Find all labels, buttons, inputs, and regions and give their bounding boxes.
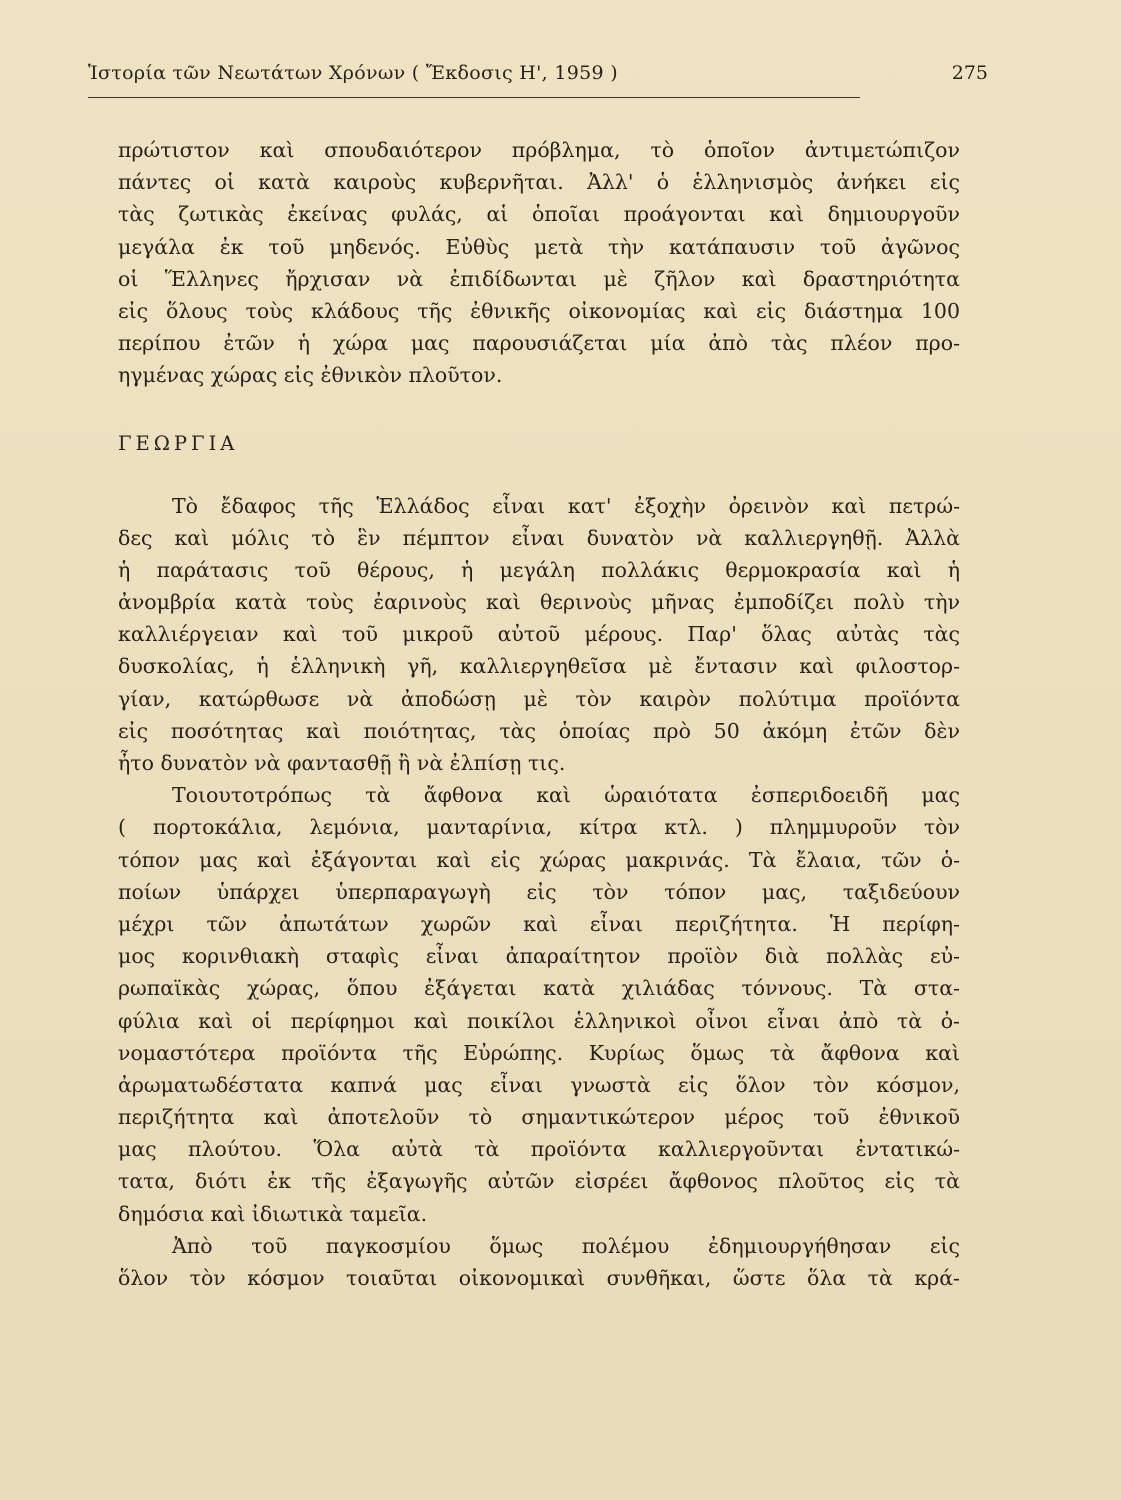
text-line: μέχρι τῶν ἀπωτάτων χωρῶν καὶ εἶναι περιζήτητα. Ἡ περίφη- (118, 911, 960, 936)
running-title: Ἱστορία τῶν Νεωτάτων Χρόνων ( Ἔκδοσις Η', 1959 ) (88, 62, 618, 84)
header-rule (88, 97, 860, 98)
text-line: γίαν, κατώρθωσε νὰ ἀποδώσῃ μὲ τὸν καιρὸν πολύτιμα προϊόντα (118, 686, 960, 711)
body-text (118, 134, 960, 1294)
running-head (88, 62, 988, 96)
paragraph-1 (118, 134, 960, 392)
text-line: ρωπαϊκὰς χώρας, ὅπου ἐξάγεται κατὰ χιλιάδας τόννους. Τὰ στα- (118, 976, 960, 1001)
text-line: πάντες οἱ κατὰ καιροὺς κυβερνῆται. Ἀλλ' ὁ ἑλληνισμὸς ἀνήκει εἰς (118, 170, 960, 195)
text-line: εἰς ὅλους τοὺς κλάδους τῆς ἐθνικῆς οἰκονομίας καὶ εἰς διάστημα 100 (118, 298, 960, 323)
text-line: φύλια καὶ οἱ περίφημοι καὶ ποικίλοι ἑλληνικοὶ οἶνοι εἶναι ἀπὸ τὰ ὀ- (118, 1008, 960, 1033)
text-line: νομαστότερα προϊόντα τῆς Εὐρώπης. Κυρίως ὅμως τὰ ἄφθονα καὶ (118, 1040, 960, 1065)
text-line: ὅλον τὸν κόσμον τοιαῦται οἰκονομικαὶ συνθῆκαι, ὥστε ὅλα τὰ κρά- (118, 1266, 960, 1290)
text-line: τὰς ζωτικὰς ἐκείνας φυλάς, αἱ ὁποῖαι προάγονται καὶ δημιουργοῦν (118, 202, 960, 227)
text-line: οἱ Ἕλληνες ἤρχισαν νὰ ἐπιδίδωνται μὲ ζῆλον καὶ δραστηριότητα (118, 266, 960, 291)
text-line: ἀρωματωδέστατα καπνά μας εἶναι γνωστὰ εἰς ὅλον τὸν κόσμον, (118, 1072, 960, 1097)
text-line: περιζήτητα καὶ ἀποτελοῦν τὸ σημαντικώτερον μέρος τοῦ ἐθνικοῦ (118, 1105, 960, 1130)
text-line: μας πλούτου. Ὅλα αὐτὰ τὰ προϊόντα καλλιεργοῦνται ἐντατικώ- (118, 1137, 960, 1162)
text-line: ηγμένας χώρας εἰς ἐθνικὸν πλοῦτον. (118, 363, 503, 388)
text-line: ἦτο δυνατὸν νὰ φαντασθῇ ἢ νὰ ἐλπίσῃ τις. (118, 751, 566, 775)
text-line: Ἀπὸ τοῦ παγκοσμίου ὅμως πολέμου ἐδημιουργήθησαν εἰς (172, 1233, 960, 1258)
text-line: καλλιέργειαν καὶ τοῦ μικροῦ αὐτοῦ μέρους. Παρ' ὅλας αὐτὰς τὰς (118, 622, 960, 647)
text-line: ποίων ὑπάρχει ὑπερπαραγωγὴ εἰς τὸν τόπον μας, ταξιδεύουν (118, 879, 960, 904)
page-number: 275 (951, 62, 988, 84)
section-heading: ΓΕΩΡΓΙΑ (118, 431, 239, 455)
text-line: ( πορτοκάλια, λεμόνια, μανταρίνια, κίτρα κτλ. ) πλημμυροῦν τὸν (118, 815, 960, 840)
text-line: δυσκολίας, ἡ ἑλληνικὴ γῆ, καλλιεργηθεῖσα μὲ ἔντασιν καὶ φιλοστορ- (118, 654, 960, 679)
text-line: ἀνομβρία κατὰ τοὺς ἐαρινοὺς καὶ θερινοὺς μῆνας ἐμποδίζει πολὺ τὴν (118, 590, 960, 615)
text-line: Τοιουτοτρόπως τὰ ἄφθονα καὶ ὡραιότατα ἐσπεριδοειδῆ μας (172, 783, 960, 808)
paragraph-4 (118, 1230, 960, 1294)
text-line: εἰς ποσότητας καὶ ποιότητας, τὰς ὁποίας πρὸ 50 ἀκόμη ἐτῶν δὲν (118, 718, 960, 743)
text-line: Τὸ ἔδαφος τῆς Ἑλλάδος εἶναι κατ' ἐξοχὴν ὀρεινὸν καὶ πετρώ- (172, 493, 960, 518)
text-line: τατα, διότι ἐκ τῆς ἐξαγωγῆς αὐτῶν εἰσρέει ἄφθονος πλοῦτος εἰς τὰ (118, 1169, 960, 1194)
text-line: περίπου ἐτῶν ἡ χώρα μας παρουσιάζεται μία ἀπὸ τὰς πλέον προ- (118, 331, 960, 356)
text-line: δες καὶ μόλις τὸ ἓν πέμπτον εἶναι δυνατὸν νὰ καλλιεργηθῇ. Ἀλλὰ (118, 525, 960, 550)
text-line: μος κορινθιακὴ σταφὶς εἶναι ἀπαραίτητον προϊὸν διὰ πολλὰς εὐ- (118, 944, 960, 969)
text-line: μεγάλα ἐκ τοῦ μηδενός. Εὐθὺς μετὰ τὴν κατάπαυσιν τοῦ ἀγῶνος (118, 234, 960, 259)
paragraph-3 (118, 779, 960, 1230)
paragraph-2 (118, 490, 960, 780)
text-line: τόπον μας καὶ ἐξάγονται καὶ εἰς χώρας μακρινάς. Τὰ ἔλαια, τῶν ὁ- (118, 847, 960, 872)
text-line: ἡ παράτασις τοῦ θέρους, ἡ μεγάλη πολλάκις θερμοκρασία καὶ ἡ (118, 557, 960, 582)
text-line: δημόσια καὶ ἰδιωτικὰ ταμεῖα. (118, 1201, 428, 1226)
text-line: πρώτιστον καὶ σπουδαιότερον πρόβλημα, τὸ ὁποῖον ἀντιμετώπιζον (118, 138, 960, 162)
